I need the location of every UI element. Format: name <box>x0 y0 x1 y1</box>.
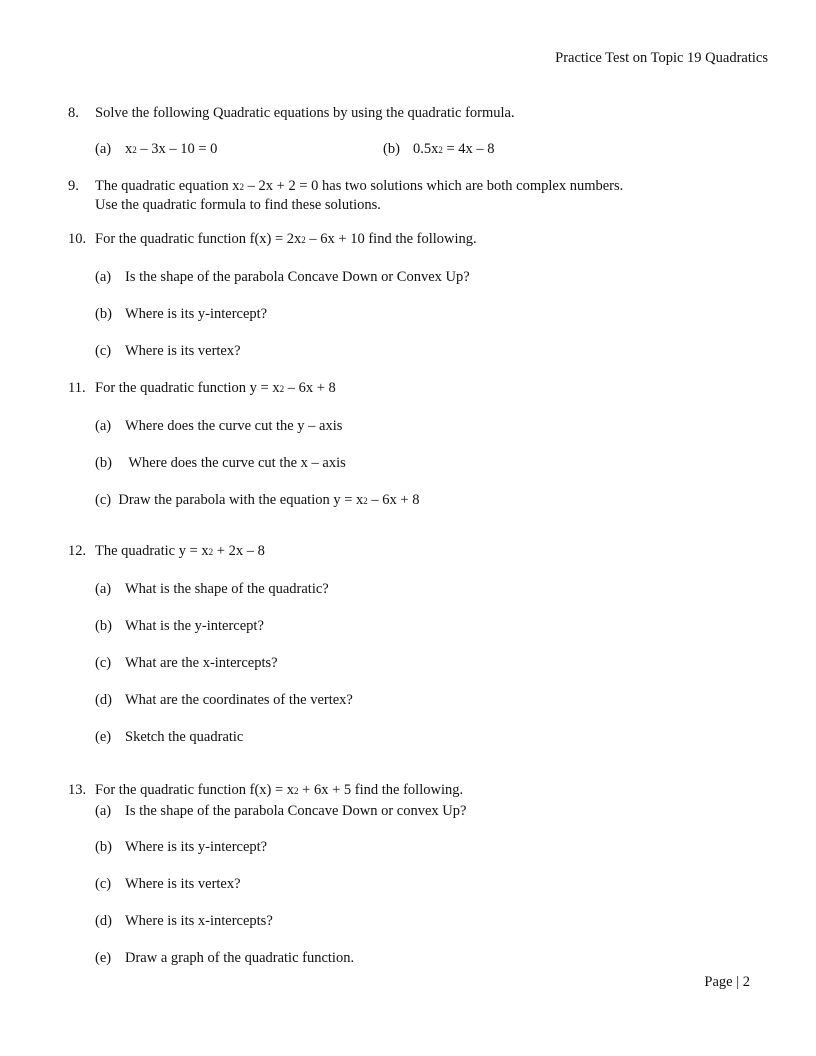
question-10c-label: (c) <box>95 343 112 359</box>
question-12d <box>95 691 353 709</box>
question-8a <box>95 140 217 159</box>
question-8-number: 8. <box>68 105 79 121</box>
question-13e-text: Draw a graph of the quadratic function. <box>125 950 355 966</box>
exponent-two: 2 <box>438 145 443 155</box>
question-12e-label: (e) <box>95 729 112 745</box>
question-11b-text: Where does the curve cut the x – axis <box>125 455 346 471</box>
question-12c <box>95 654 278 672</box>
exponent-two: 2 <box>132 145 137 155</box>
question-12c-text: What are the x-intercepts? <box>125 655 278 671</box>
question-13-number: 13. <box>68 782 87 798</box>
question-11-number: 11. <box>68 380 86 396</box>
exponent-two: 2 <box>208 547 214 557</box>
question-13d-label: (d) <box>95 913 112 929</box>
question-13e-label: (e) <box>95 950 112 966</box>
exponent-two: 2 <box>301 235 306 245</box>
question-11-text: For the quadratic function y = x2 – 6x + 8 <box>95 380 336 396</box>
question-11c-label: (c) <box>95 492 112 508</box>
question-11c-text: Draw the parabola with the equation y = x2 – 6x + 8 <box>118 492 420 508</box>
question-13b <box>95 838 267 856</box>
question-13d-text: Where is its x-intercepts? <box>125 913 273 929</box>
question-8a-label: (a) <box>95 141 112 157</box>
question-10a-label: (a) <box>95 269 112 285</box>
question-10a <box>95 268 470 286</box>
question-13e <box>95 949 354 967</box>
question-8b <box>383 140 495 159</box>
question-11b-label: (b) <box>95 455 112 471</box>
question-13c-label: (c) <box>95 876 112 892</box>
question-10c-text: Where is its vertex? <box>125 343 241 359</box>
question-12a-label: (a) <box>95 581 112 597</box>
question-12e-text: Sketch the quadratic <box>125 729 244 745</box>
question-12a-text: What is the shape of the quadratic? <box>125 581 329 597</box>
question-9-line-2: Use the quadratic formula to find these solutions. <box>95 197 381 213</box>
question-12e <box>95 728 243 746</box>
question-13b-label: (b) <box>95 839 112 855</box>
question-11b <box>95 454 346 472</box>
question-10b-label: (b) <box>95 306 112 322</box>
question-12-number: 12. <box>68 543 87 559</box>
exponent-two: 2 <box>239 182 245 192</box>
question-8-text: Solve the following Quadratic equations by using the quadratic formula. <box>95 105 515 121</box>
question-13a-label: (a) <box>95 803 112 819</box>
question-12d-label: (d) <box>95 692 112 708</box>
question-10-text: For the quadratic function f(x) = 2x2 – 6x + 10 find the following. <box>95 231 477 247</box>
question-11a <box>95 417 342 435</box>
question-12b <box>95 617 264 635</box>
question-10b <box>95 305 267 323</box>
question-13b-text: Where is its y-intercept? <box>125 839 268 855</box>
question-11a-label: (a) <box>95 418 112 434</box>
question-13a-text: Is the shape of the parabola Concave Down or convex Up? <box>125 803 467 819</box>
question-12b-label: (b) <box>95 618 112 634</box>
question-11a-text: Where does the curve cut the y – axis <box>125 418 343 434</box>
question-11c <box>95 491 419 510</box>
exponent-two: 2 <box>363 496 368 506</box>
exponent-two: 2 <box>294 786 299 796</box>
page-header-title: Practice Test on Topic 19 Quadratics <box>555 50 768 66</box>
question-9-line-1: The quadratic equation x2 – 2x + 2 = 0 has two solutions which are both complex numbers. <box>95 178 624 194</box>
question-10c <box>95 342 241 360</box>
question-13c <box>95 875 241 893</box>
question-8b-label: (b) <box>383 141 400 157</box>
question-10-number: 10. <box>68 231 87 247</box>
question-12c-label: (c) <box>95 655 112 671</box>
exponent-two: 2 <box>279 384 285 394</box>
question-9-number: 9. <box>68 178 79 194</box>
question-8b-equation: 0.5x2 = 4x – 8 <box>413 141 495 157</box>
page-number: Page | 2 <box>704 974 750 990</box>
question-10b-text: Where is its y-intercept? <box>125 306 268 322</box>
question-13d <box>95 912 273 930</box>
question-8a-equation: x2 – 3x – 10 = 0 <box>125 141 218 157</box>
question-13-text: For the quadratic function f(x) = x2 + 6x + 5 find the following. <box>95 782 464 798</box>
question-12-text: The quadratic y = x2 + 2x – 8 <box>95 543 265 559</box>
question-12b-text: What is the y-intercept? <box>125 618 264 634</box>
question-12a <box>95 580 329 598</box>
question-10a-text: Is the shape of the parabola Concave Down or Convex Up? <box>125 269 470 285</box>
question-12d-text: What are the coordinates of the vertex? <box>125 692 353 708</box>
question-13a <box>95 802 466 820</box>
question-13c-text: Where is its vertex? <box>125 876 241 892</box>
